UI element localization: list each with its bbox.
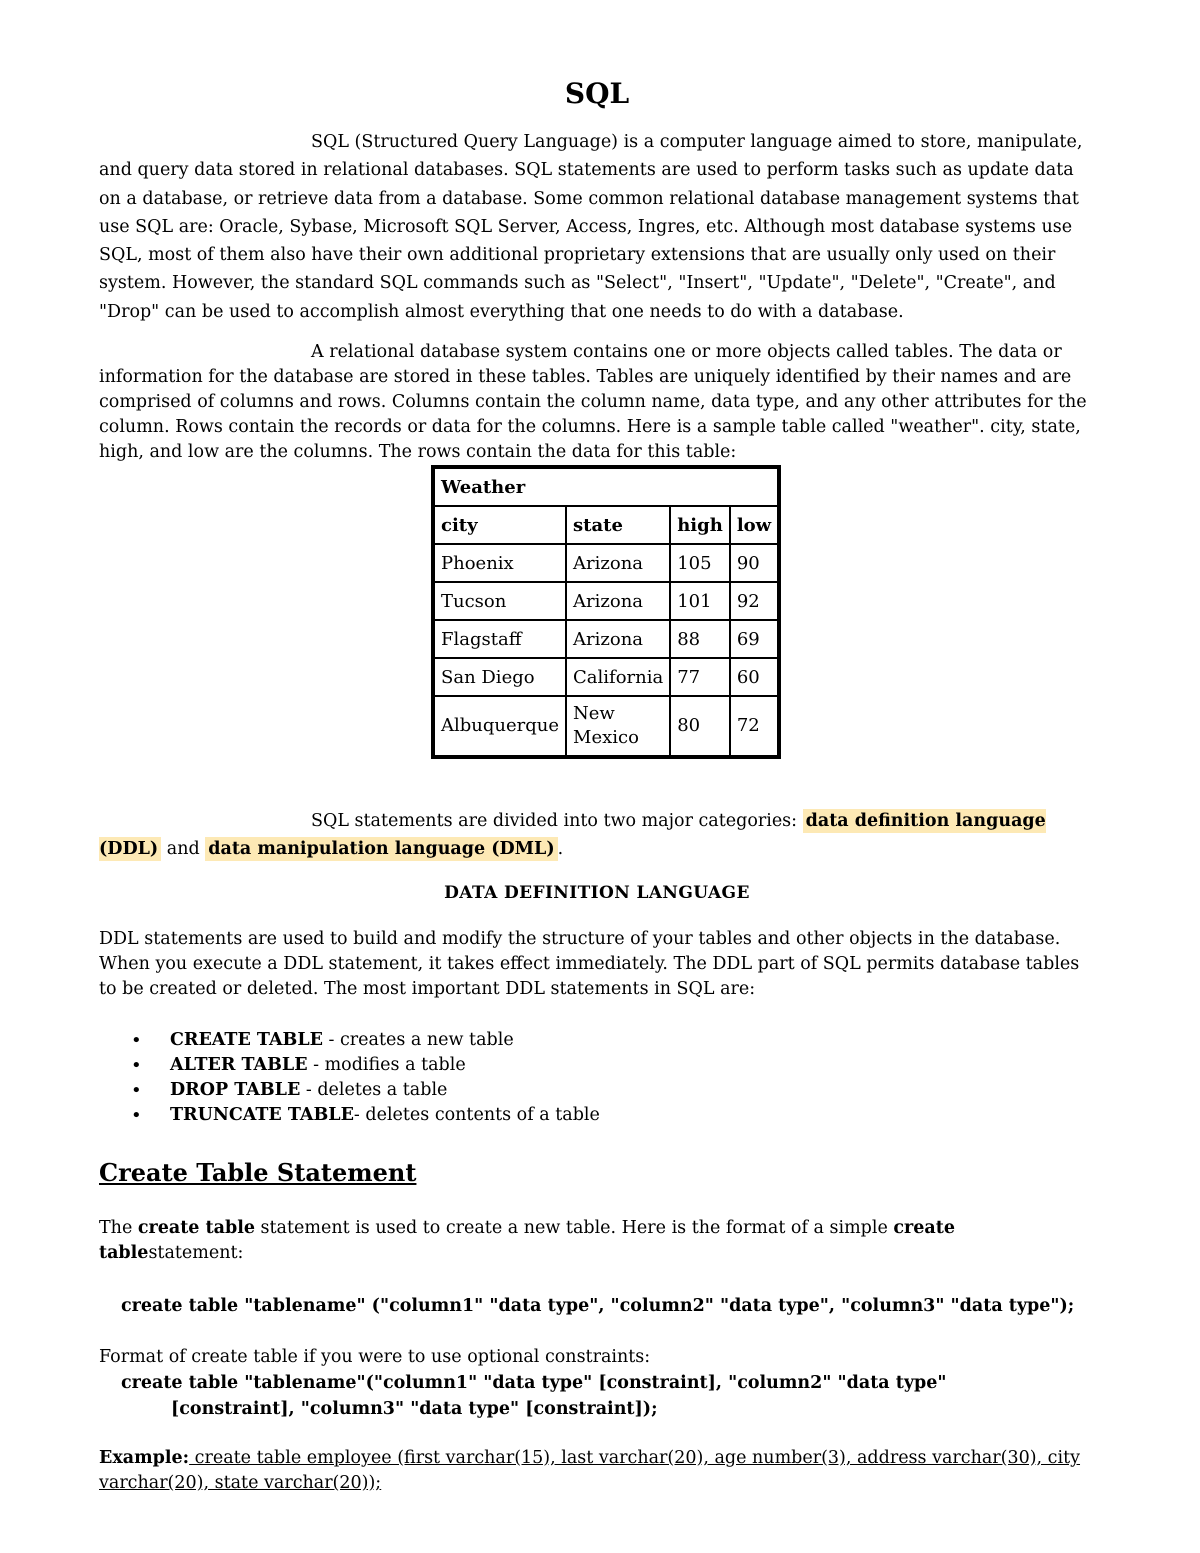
cell-low: 60	[730, 658, 778, 696]
cell-city: Phoenix	[434, 544, 566, 582]
constraints-code-line-2: [constraint], "column3" "data type" [constraint]);	[171, 1399, 658, 1420]
header-city: city	[434, 506, 566, 544]
statement-desc: - deletes a table	[300, 1080, 448, 1101]
create-intro	[99, 1216, 1095, 1266]
cell-city: San Diego	[434, 658, 566, 696]
cell-state: Arizona	[566, 544, 670, 582]
list-item	[99, 1028, 1095, 1053]
intro-keyword: create table	[137, 1218, 255, 1239]
intro-text: statement is used to create a new table. Here is the format of a simple	[254, 1218, 894, 1239]
cell-state: California	[566, 658, 670, 696]
categories-paragraph	[99, 807, 1095, 863]
header-low: low	[730, 506, 778, 544]
statement-keyword: ALTER TABLE	[170, 1055, 308, 1076]
table-row	[434, 582, 778, 620]
constraints-code-line-1: create table "tablename"("column1" "data type" [constraint], "column2" "data type"	[121, 1373, 947, 1394]
cell-high: 88	[670, 620, 730, 658]
dml-highlight: data manipulation language (DML)	[205, 837, 557, 861]
cell-high: 101	[670, 582, 730, 620]
header-high: high	[670, 506, 730, 544]
cell-city: Flagstaff	[434, 620, 566, 658]
statement-keyword: TRUNCATE TABLE	[170, 1105, 354, 1126]
ddl-paragraph: DDL statements are used to build and modify the structure of your tables and other objects in the database. When you execute a DDL statement, it takes effect immediately. The DDL part of SQL permits database tables to be created or deleted. The most important DDL statements in SQL are:	[99, 929, 1080, 1000]
cell-state: Arizona	[566, 620, 670, 658]
constraints-intro: Format of create table if you were to use optional constraints:	[99, 1347, 651, 1368]
cell-city: Tucson	[434, 582, 566, 620]
intro-keyword: create table	[99, 1218, 955, 1264]
document-page	[99, 74, 1095, 1496]
statement-desc: - deletes contents of a table	[353, 1105, 600, 1126]
cell-high: 77	[670, 658, 730, 696]
weather-table-header-row	[434, 506, 778, 544]
weather-table	[431, 465, 781, 759]
statement-keyword: CREATE TABLE	[170, 1030, 323, 1051]
cell-high: 80	[670, 696, 730, 756]
intro-text: The	[99, 1218, 138, 1239]
ddl-highlight: data definition language (DDL)	[99, 811, 1046, 860]
categories-and: and	[161, 839, 206, 860]
table-row	[434, 620, 778, 658]
ddl-heading: DATA DEFINITION LANGUAGE	[444, 883, 750, 904]
table-row	[434, 544, 778, 582]
cell-state: New Mexico	[566, 696, 670, 756]
intro-text: statement:	[148, 1243, 244, 1264]
cell-high: 105	[670, 544, 730, 582]
ddl-statement-list	[99, 1028, 1095, 1128]
categories-lead: SQL statements are divided into two major categories:	[311, 811, 803, 832]
cell-low: 90	[730, 544, 778, 582]
bullet-icon: •	[131, 1055, 142, 1077]
page-title: SQL	[564, 77, 630, 110]
categories-end: .	[557, 839, 564, 860]
cell-low: 72	[730, 696, 778, 756]
bullet-icon: •	[131, 1105, 142, 1127]
header-state: state	[566, 506, 670, 544]
list-item	[99, 1078, 1095, 1103]
create-format-code: create table "tablename" ("column1" "data type", "column2" "data type", "column3" "data type");	[121, 1296, 1075, 1317]
bullet-icon: •	[131, 1080, 142, 1102]
cell-low: 69	[730, 620, 778, 658]
example-code: create table employee (first varchar(15), last varchar(20), age number(3), address varchar(30), city varchar(20), state varchar(20));	[99, 1448, 1081, 1494]
relational-paragraph: A relational database system contains one or more objects called tables. The data or information for the database are stored in these tables. Tables are uniquely identified by their names and are comprised of columns and rows. Columns contain the column name, data type, and any other attributes for the column. Rows contain the records or data for the columns. Here is a sample table called "weather". city, state, high, and low are the columns. The rows contain the data for this table:	[99, 342, 1087, 463]
weather-table-caption: Weather	[434, 468, 778, 506]
example-paragraph	[99, 1446, 1095, 1496]
list-item	[99, 1053, 1095, 1078]
cell-state: Arizona	[566, 582, 670, 620]
cell-city: Albuquerque	[434, 696, 566, 756]
intro-paragraph: SQL (Structured Query Language) is a computer language aimed to store, manipulate, and query data stored in relational databases. SQL statements are used to perform tasks such as update data on a database, or retrieve data from a database. Some common relational database management systems that use SQL are: Oracle, Sybase, Microsoft SQL Server, Access, Ingres, etc. Although most database systems use SQL, most of them also have their own additional proprietary extensions that are usually only used on their system. However, the standard SQL commands such as "Select", "Insert", "Update", "Delete", "Create", and "Drop" can be used to accomplish almost everything that one needs to do with a database.	[99, 132, 1083, 322]
statement-desc: - creates a new table	[322, 1030, 514, 1051]
create-table-heading: Create Table Statement	[99, 1158, 417, 1188]
bullet-icon: •	[131, 1030, 142, 1052]
list-item	[99, 1103, 1095, 1128]
table-row	[434, 658, 778, 696]
example-label: Example:	[99, 1448, 190, 1469]
table-row	[434, 696, 778, 756]
statement-keyword: DROP TABLE	[170, 1080, 301, 1101]
cell-low: 92	[730, 582, 778, 620]
statement-desc: - modifies a table	[307, 1055, 466, 1076]
